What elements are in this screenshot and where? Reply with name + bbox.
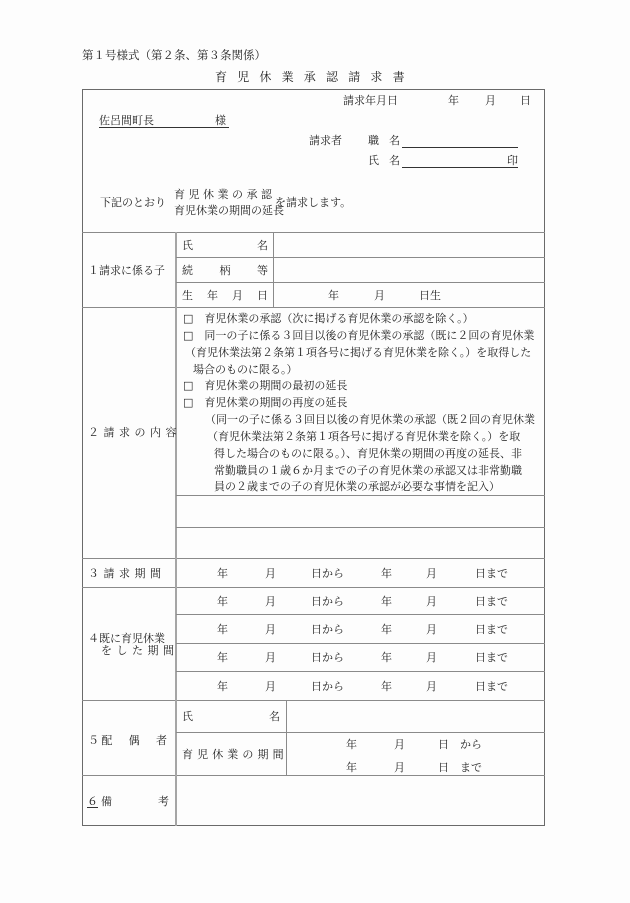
remarks-field[interactable]: [177, 777, 543, 825]
divider: [82, 307, 545, 308]
from-year[interactable]: 年: [217, 595, 228, 608]
char: 日: [257, 289, 268, 302]
reason-field-1[interactable]: [177, 497, 543, 526]
divider: [82, 558, 545, 559]
char: ５: [88, 734, 99, 747]
char: 名: [257, 239, 268, 252]
checkbox-first-extension[interactable]: □ 育児休業の期間の最初の延長: [183, 379, 348, 392]
from-month[interactable]: 月: [394, 738, 405, 751]
char: 続: [182, 264, 193, 277]
from-day[interactable]: 日から: [311, 595, 344, 608]
section6-label-char: 考: [158, 795, 169, 808]
to-month[interactable]: 月: [426, 651, 437, 664]
to-year[interactable]: 年: [346, 761, 357, 774]
from-suffix: から: [460, 738, 482, 751]
name-field[interactable]: [402, 155, 518, 168]
to-day[interactable]: 日まで: [475, 623, 508, 636]
checkbox-approval[interactable]: □ 育児休業の承認（次に掲げる育児休業の承認を除く。）: [183, 312, 474, 325]
section4-label-line2: を し た 期 間: [101, 644, 175, 657]
char: 氏: [182, 710, 193, 723]
content-text: （育児休業法第２条第１項各号に掲げる育児休業を除く。）を取: [207, 430, 521, 443]
to-year[interactable]: 年: [381, 567, 392, 580]
birth-day[interactable]: 日生: [419, 289, 441, 302]
form-number: 第１号様式（第２条、第３条関係）: [82, 48, 266, 62]
to-day[interactable]: 日まで: [475, 651, 508, 664]
addressee-suffix: 様: [215, 114, 226, 127]
section5-label: [88, 735, 167, 746]
position-label-2: 名: [389, 134, 400, 147]
divider: [176, 732, 545, 733]
request-date-year[interactable]: 年: [448, 94, 459, 107]
request-date-day[interactable]: 日: [520, 94, 531, 107]
reason-field-2[interactable]: [177, 529, 543, 557]
name-label-2: 名: [389, 154, 400, 167]
requester-label: 請求者: [309, 134, 342, 147]
divider: [176, 495, 545, 496]
to-day[interactable]: 日まで: [475, 595, 508, 608]
from-month[interactable]: 月: [265, 651, 276, 664]
char: 配: [101, 734, 113, 747]
divider: [82, 587, 545, 588]
char: 者: [155, 734, 167, 747]
section4-label-line1: ４既に育児休業: [88, 632, 165, 645]
from-month[interactable]: 月: [265, 680, 276, 693]
from-day[interactable]: 日から: [311, 680, 344, 693]
spouse-name-label: [182, 711, 280, 722]
to-year[interactable]: 年: [381, 680, 392, 693]
spouse-period-label: 育 児 休 業 の 期 間: [182, 748, 284, 761]
section3-label: ３ 請 求 期 間: [88, 567, 162, 580]
divider: [176, 527, 545, 528]
content-text: 員の２歳までの子の育児休業の承認が必要な事情を記入）: [214, 480, 500, 493]
to-day[interactable]: 日: [438, 761, 449, 774]
to-month[interactable]: 月: [426, 567, 437, 580]
char: 偶: [128, 734, 140, 747]
to-month[interactable]: 月: [394, 761, 405, 774]
closing-text: を請求します。: [275, 196, 352, 209]
content-text: 常勤職員の１歳６か月までの子の育児休業の承認又は非常勤職: [214, 464, 522, 477]
from-day[interactable]: 日: [438, 738, 449, 751]
to-suffix: まで: [460, 761, 482, 774]
option-approval: 育 児 休 業 の 承 認: [174, 188, 272, 201]
to-year[interactable]: 年: [381, 623, 392, 636]
section2-label: ２ 請 求 の 内 容: [88, 426, 177, 439]
request-date-month[interactable]: 月: [485, 94, 496, 107]
section6-label-char: 備: [101, 795, 112, 808]
content-text: （育児休業法第２条第１項各号に掲げる育児休業を除く。）を取得した: [185, 346, 532, 359]
to-day[interactable]: 日まで: [475, 680, 508, 693]
content-text: 場合のものに限る。）: [193, 363, 298, 376]
position-field[interactable]: [402, 135, 518, 148]
char: 柄: [219, 264, 231, 277]
char: 氏: [182, 239, 193, 252]
from-month[interactable]: 月: [265, 595, 276, 608]
child-name-label: [182, 240, 268, 251]
form-title: 育児休業承認請求書: [215, 70, 415, 84]
from-day[interactable]: 日から: [311, 623, 344, 636]
spouse-name-field[interactable]: [288, 701, 543, 731]
to-month[interactable]: 月: [426, 595, 437, 608]
child-birthdate-label: [182, 290, 268, 301]
char: 名: [269, 710, 280, 723]
from-year[interactable]: 年: [217, 651, 228, 664]
divider: [176, 614, 545, 615]
from-year[interactable]: 年: [217, 567, 228, 580]
addressee: 佐呂間町長: [99, 114, 154, 127]
to-year[interactable]: 年: [381, 651, 392, 664]
birth-year[interactable]: 年: [328, 289, 339, 302]
name-label-1: 氏: [368, 154, 379, 167]
intro-text: 下記のとおり: [100, 196, 166, 209]
divider: [176, 282, 545, 283]
content-text: 得した場合のものに限る。）、育児休業の期間の再度の延長、非: [214, 447, 522, 460]
to-day[interactable]: 日まで: [475, 567, 508, 580]
from-year[interactable]: 年: [346, 738, 357, 751]
child-relationship-label: [182, 265, 268, 276]
child-relationship-field[interactable]: [275, 258, 543, 282]
from-month[interactable]: 月: [265, 567, 276, 580]
addressee-line: [99, 115, 229, 128]
divider: [176, 671, 545, 672]
to-year[interactable]: 年: [381, 595, 392, 608]
from-year[interactable]: 年: [217, 680, 228, 693]
char: 等: [257, 264, 268, 277]
divider: [82, 775, 545, 776]
seal-mark: 印: [507, 154, 518, 167]
to-month[interactable]: 月: [426, 623, 437, 636]
checkbox-second-extension[interactable]: □ 育児休業の期間の再度の延長: [183, 396, 348, 409]
from-day[interactable]: 日から: [311, 651, 344, 664]
sub-column-divider: [273, 232, 274, 307]
section1-label: １請求に係る子: [88, 264, 165, 277]
divider: [176, 643, 545, 644]
section6-num: ６: [87, 795, 98, 808]
position-label-1: 職: [368, 134, 379, 147]
from-day[interactable]: 日から: [311, 567, 344, 580]
from-year[interactable]: 年: [217, 623, 228, 636]
child-name-field[interactable]: [275, 233, 543, 257]
to-month[interactable]: 月: [426, 680, 437, 693]
birth-month[interactable]: 月: [374, 289, 385, 302]
checkbox-third-approval[interactable]: □ 同一の子に係る３回目以後の育児休業の承認（既に２回の育児休業: [183, 329, 535, 342]
request-date-label: 請求年月日: [343, 94, 398, 107]
from-month[interactable]: 月: [265, 623, 276, 636]
option-extension: 育児休業の期間の延長: [174, 204, 284, 217]
char: 月: [232, 289, 243, 302]
sub-column-divider: [286, 700, 287, 775]
content-text: （同一の子に係る３回目以後の育児休業の承認（既２回の育児休業: [205, 413, 535, 426]
char: 生: [182, 289, 193, 302]
char: 年: [207, 289, 218, 302]
